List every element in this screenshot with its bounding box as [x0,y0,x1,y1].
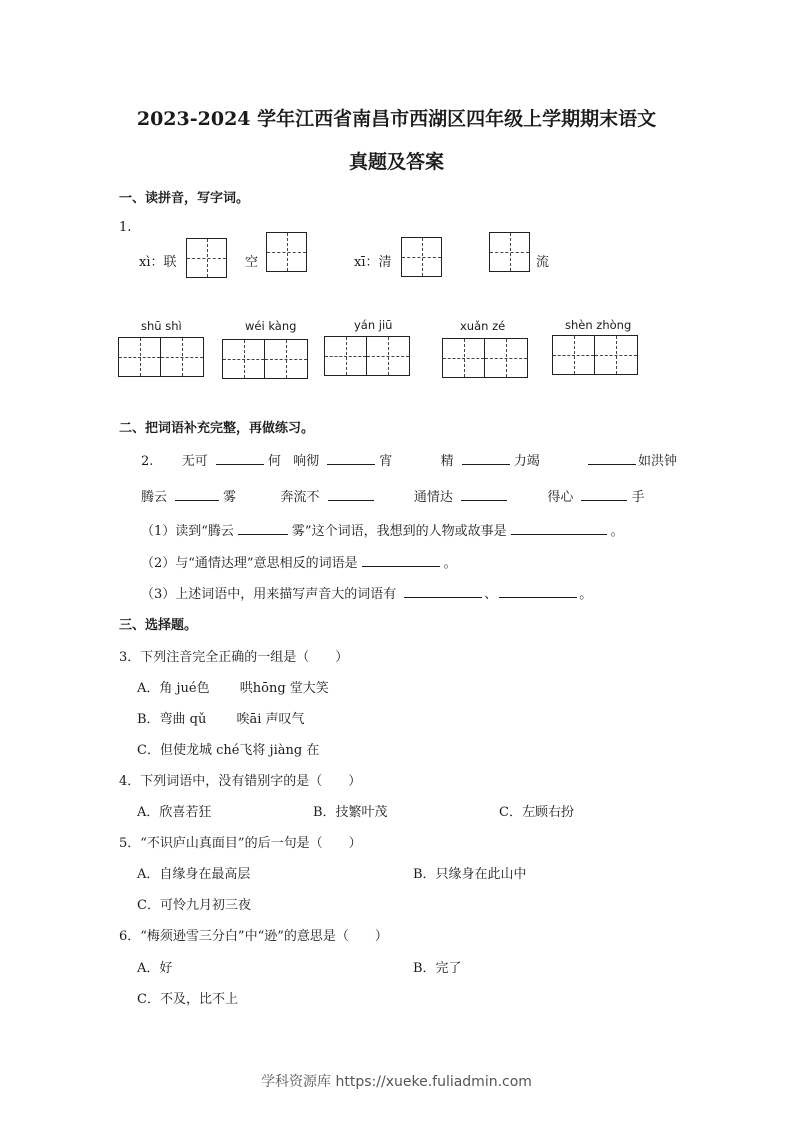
sub1-text-b: 雾”这个词语，我想到的人物或故事是 [291,524,507,539]
question6-option-a[interactable]: A．好 [137,961,173,976]
sub3-separator: 、 [484,587,498,602]
idiom1-post: 何 [267,454,281,469]
idiom6-pre: 奔流不 [280,490,320,505]
xi4-prefix: xì：联 [139,255,177,270]
section1-heading: 一、读拼音，写字词。 [119,191,250,206]
blank-sub2[interactable] [362,552,440,567]
question4-option-c[interactable]: C．左顾右扮 [499,805,574,820]
idiom2-pre: 响彻 [293,454,320,469]
idiom3-pre: 精 [440,454,454,469]
blank-idiom7[interactable] [461,486,507,501]
question4-option-b[interactable]: B．技繁叶茂 [313,805,388,820]
sub3-end: 。 [579,587,593,602]
idiom4-post: 如洪钟 [638,454,678,469]
question5-option-b[interactable]: B．只缘身在此山中 [413,867,527,882]
idiom3-post: 力竭 [513,454,540,469]
xi1-suffix: 流 [536,255,550,270]
idiom5-pre: 腾云 [141,490,168,505]
idiom2-post: 宵 [379,454,393,469]
idiom8-post: 手 [631,490,645,505]
sub1-end: 。 [610,524,624,539]
footer-watermark: 学科资源库 https://xueke.fuliadmin.com [261,1074,532,1090]
question6-option-b[interactable]: B．完了 [413,961,462,976]
question1-number: 1. [119,220,132,235]
section2-heading: 二、把词语补充完整，再做练习。 [119,421,315,436]
blank-idiom4[interactable] [588,450,636,465]
question2-number: 2. [141,454,154,469]
writing-grid-xuanze[interactable] [442,338,528,378]
blank-idiom3[interactable] [462,450,510,465]
writing-grid-xi4-b[interactable] [266,232,307,272]
idiom1-pre: 无可 [181,454,208,469]
writing-grid-xi1-b[interactable] [489,232,530,272]
blank-idiom8[interactable] [581,486,627,501]
blank-sub3-a[interactable] [404,583,482,598]
question3-stem: 3．下列注音完全正确的一组是（ ） [119,650,349,665]
xi4-suffix: 空 [245,255,259,270]
writing-grid-xi4[interactable] [186,238,227,278]
blank-idiom1[interactable] [216,450,264,465]
writing-grid-yanjiu[interactable] [324,336,410,376]
sub-question-3 [141,583,592,602]
page-title-line2: 真题及答案 [348,151,444,173]
blank-idiom6[interactable] [328,486,374,501]
pinyin-yanjiu: yán jiū [354,318,393,332]
section3-heading: 三、选择题。 [119,618,198,633]
idiom5-post: 雾 [223,490,237,505]
idiom7-pre: 通情达 [413,490,453,505]
question5-stem: 5．“不识庐山真面目”的后一句是（ ） [119,836,362,851]
pinyin-shushi: shū shì [141,319,182,333]
writing-grid-shenzhong[interactable] [552,335,638,375]
blank-idiom2[interactable] [327,450,375,465]
question4-option-a[interactable]: A．欣喜若狂 [137,805,212,820]
sub-question-1 [141,520,624,539]
sub-question-2 [141,552,457,571]
question4-stem: 4．下列词语中，没有错别字的是（ ） [119,774,362,789]
page-title-line1: 2023-2024 学年江西省南昌市西湖区四年级上学期期末语文 [136,108,657,130]
writing-grid-xi1[interactable] [401,237,442,277]
pinyin-xuanze: xuǎn zé [460,319,506,333]
sub3-text: （3）上述词语中，用来描写声音大的词语有 [141,587,397,602]
sub2-end: 。 [443,556,457,571]
question6-stem: 6．“梅须逊雪三分白”中“逊”的意思是（ ） [119,929,388,944]
xi1-prefix: xī：清 [354,255,392,270]
question3-option-c[interactable]: C．但使龙城 ché飞将 jiàng 在 [137,743,320,758]
question6-option-c[interactable]: C．不及，比不上 [137,992,238,1007]
fill-line-1 [141,450,677,469]
pinyin-shenzhong: shèn zhòng [565,318,632,332]
pinyin-weikang: wéi kàng [245,319,297,333]
fill-line-2 [141,486,645,505]
writing-grid-shushi[interactable] [118,337,204,377]
blank-sub1-a[interactable] [238,520,288,535]
question5-option-c[interactable]: C．可怜九月初三夜 [137,898,251,913]
writing-grid-weikang[interactable] [222,339,308,379]
blank-idiom5[interactable] [175,486,219,501]
question3-option-b[interactable]: B．弯曲 qǔ 唉āi 声叹气 [137,712,305,727]
sub1-text-a: （1）读到“腾云 [141,524,234,539]
question3-option-a[interactable]: A．角 jué色 哄hōng 堂大笑 [137,681,329,696]
question5-option-a[interactable]: A．自缘身在最高层 [137,867,251,882]
idiom8-pre: 得心 [547,490,574,505]
sub2-text: （2）与“通情达理”意思相反的词语是 [141,556,358,571]
blank-sub3-b[interactable] [499,583,577,598]
blank-sub1-b[interactable] [511,520,607,535]
